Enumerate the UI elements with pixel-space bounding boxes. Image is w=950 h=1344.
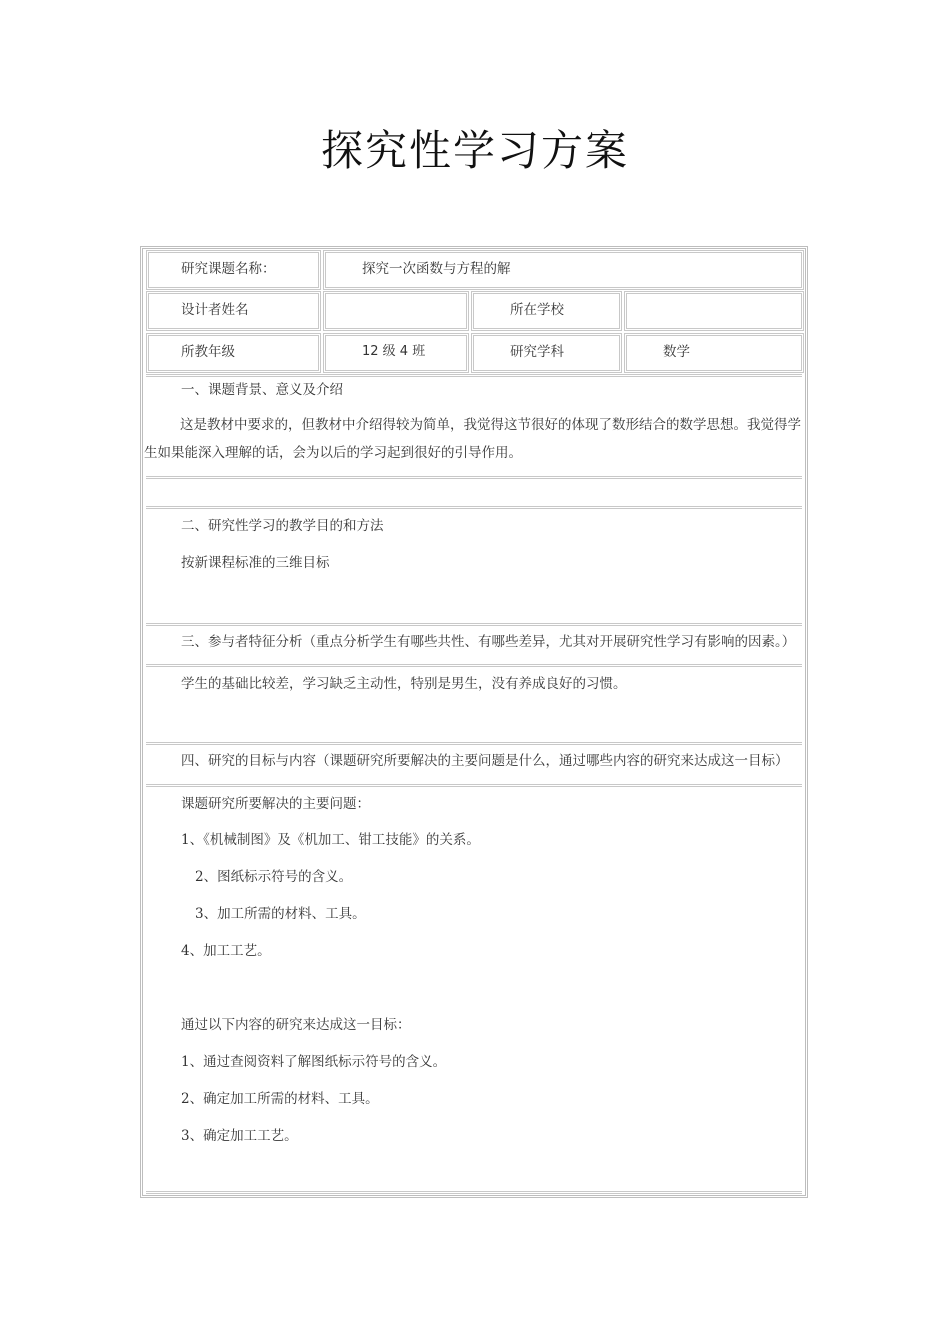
divider [146,664,802,667]
topic-label-cell [146,250,321,290]
divider [146,476,802,479]
methods-title: 通过以下内容的研究来达成这一目标： [181,1017,411,1033]
section3-body: 学生的基础比较差，学习缺乏主动性，特别是男生，没有养成良好的习惯。 [181,676,627,692]
school-label-cell [471,291,622,331]
section4-heading: 四、研究的目标与内容（课题研究所要解决的主要问题是什么，通过哪些内容的研究来达成这一目标） [181,753,789,769]
section2-body: 按新课程标准的三维目标 [181,555,330,571]
grade-value-cell [323,333,469,373]
method-item: 1、通过查阅资料了解图纸标示符号的含义。 [181,1054,447,1070]
grade-value: 12 级 4 班 [362,344,426,359]
divider [146,1191,802,1194]
school-label: 所在学校 [510,302,564,318]
problem-item: 1、《机械制图》及《机加工、钳工技能》的关系。 [181,832,480,848]
divider [146,784,802,787]
divider [146,506,802,509]
subject-value-cell [624,333,804,373]
method-item: 3、确定加工工艺。 [181,1128,298,1144]
divider [146,374,802,377]
divider [146,623,802,626]
problems-title: 课题研究所要解决的主要问题： [181,796,370,812]
problem-item: 2、图纸标示符号的含义。 [195,869,353,885]
problem-item: 4、加工工艺。 [181,943,271,959]
subject-value: 数学 [663,344,690,360]
page-title: 探究性学习方案 [320,126,629,175]
subject-label: 研究学科 [510,344,564,360]
grade-label: 所教年级 [181,344,235,360]
section1-body: 这是教材中要求的，但教材中介绍得较为简单，我觉得这节很好的体现了数形结合的数学思想。我觉得学生如果能深入理解的话，会为以后的学习起到很好的引导作用。 [144,417,801,461]
section2-heading: 二、研究性学习的教学目的和方法 [181,518,384,534]
grade-label-cell [146,333,321,373]
topic-label: 研究课题名称： [181,261,276,277]
problem-item: 3、加工所需的材料、工具。 [195,906,366,922]
topic-value-cell [323,250,804,290]
school-value-cell [624,291,804,331]
topic-value: 探究一次函数与方程的解 [362,261,511,277]
section3-heading: 三、参与者特征分析（重点分析学生有哪些共性、有哪些差异，尤其对开展研究性学习有影响的因素。） [181,634,796,650]
designer-label-cell [146,291,321,331]
divider [146,742,802,745]
designer-label: 设计者姓名 [181,302,249,318]
subject-label-cell [471,333,622,373]
designer-value-cell [323,291,469,331]
section1-heading: 一、课题背景、意义及介绍 [181,382,343,398]
method-item: 2、确定加工所需的材料、工具。 [181,1091,379,1107]
